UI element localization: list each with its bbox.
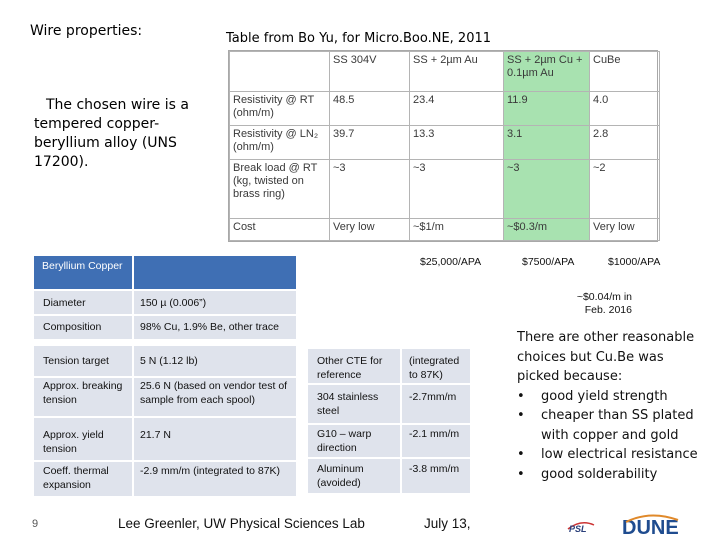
cte-value: -2.1 mm/m — [409, 428, 460, 440]
intro-line: beryllium alloy (UNS — [34, 135, 177, 151]
psl-logo — [566, 516, 596, 534]
slide-title: Wire properties: — [30, 23, 143, 39]
table-row — [230, 159, 660, 218]
reason-text: with copper and gold — [541, 427, 679, 443]
bullet-icon: • — [517, 408, 525, 423]
price-note-line: Feb. 2016 — [584, 304, 632, 316]
price-note — [552, 291, 632, 317]
becu-label: Diameter — [43, 297, 86, 309]
table-cell: Break load @ RT (kg, twisted on brass ring) — [230, 159, 330, 218]
cte-material: Other CTE for reference — [317, 355, 383, 381]
dune-logo — [620, 512, 684, 538]
table-cell: CuBe — [590, 52, 660, 92]
cte-value: (integrated to 87K) — [409, 355, 460, 381]
reason-text: good solderability — [541, 466, 658, 482]
becu-label: Approx. yield tension — [43, 429, 104, 455]
table-cell: Resistivity @ RT (ohm/m) — [230, 91, 330, 125]
source-comparison-table — [228, 50, 658, 242]
price-note-line: ~$0.04/m in — [576, 291, 632, 303]
header-divider — [132, 256, 134, 289]
reason-text: good yield strength — [541, 388, 668, 404]
table-cell: SS + 2µm Cu + 0.1µm Au — [504, 52, 590, 92]
table-row — [230, 219, 660, 241]
table-cell: 3.1 — [504, 125, 590, 159]
table-header-row — [230, 52, 660, 92]
becu-value: 98% Cu, 1.9% Be, other trace — [140, 321, 279, 333]
price-apa-ss-au: $25,000/APA — [420, 256, 482, 268]
becu-value: 5 N (1.12 lb) — [140, 355, 198, 367]
intro-paragraph — [34, 96, 224, 172]
table-cell: 2.8 — [590, 125, 660, 159]
reasons-line: choices but Cu.Be was — [517, 349, 664, 365]
table-cell: 13.3 — [410, 125, 504, 159]
becu-value: -2.9 mm/m (integrated to 87K) — [140, 465, 281, 477]
table-caption: Table from Bo Yu, for Micro.Boo.NE, 2011 — [226, 31, 492, 46]
reason-bullet — [517, 465, 717, 485]
reason-bullet — [517, 445, 717, 465]
reasons-line: picked because: — [517, 369, 623, 384]
table-row — [230, 91, 660, 125]
footer-date: July 13, — [424, 516, 471, 531]
footer-author: Lee Greenler, UW Physical Sciences Lab — [118, 516, 365, 531]
reason-bullet — [517, 406, 717, 445]
becu-label: Coeff. thermal expansion — [43, 465, 109, 491]
table-cell: ~3 — [504, 159, 590, 218]
table-cell: Very low — [590, 219, 660, 241]
table-cell: SS + 2µm Au — [410, 52, 504, 92]
bullet-icon: • — [517, 447, 525, 462]
reason-text: low electrical resistance — [541, 447, 698, 462]
table-cell: 48.5 — [330, 91, 410, 125]
becu-value: 150 µ (0.006”) — [140, 297, 207, 309]
becu-label: Composition — [43, 321, 102, 333]
intro-line: tempered copper- — [34, 116, 160, 132]
svg-text:DUNE: DUNE — [622, 517, 679, 538]
becu-value: 21.7 N — [140, 429, 171, 441]
table-cell: Very low — [330, 219, 410, 241]
table-cell: ~$0.3/m — [504, 219, 590, 241]
table-cell: SS 304V — [330, 52, 410, 92]
column-divider — [400, 349, 402, 493]
table-cell: 11.9 — [504, 91, 590, 125]
bullet-icon: • — [517, 388, 525, 404]
becu-table-header — [34, 256, 296, 289]
price-apa-cube: $1000/APA — [608, 256, 661, 268]
intro-line: 17200). — [34, 154, 89, 170]
table-row — [230, 125, 660, 159]
cte-value: -2.7mm/m — [409, 391, 457, 403]
table-cell: ~3 — [410, 159, 504, 218]
intro-line: The chosen wire is a — [46, 97, 189, 113]
price-apa-ss-cu-au: $7500/APA — [522, 256, 575, 268]
table-cell: 23.4 — [410, 91, 504, 125]
becu-label: Tension target — [43, 355, 109, 367]
cte-material: Aluminum (avoided) — [317, 463, 364, 489]
reasons-line: There are other reasonable — [517, 330, 695, 345]
becu-label: Approx. breaking tension — [43, 380, 123, 406]
table-cell: Cost — [230, 219, 330, 241]
cte-value: -3.8 mm/m — [409, 463, 460, 475]
reason-bullet — [517, 387, 717, 407]
reasons-block — [517, 328, 717, 484]
table-cell: 39.7 — [330, 125, 410, 159]
becu-value: 25.6 N (based on vendor test of sample from each spool) — [140, 380, 288, 406]
table-cell: ~3 — [330, 159, 410, 218]
cte-material: 304 stainless steel — [317, 391, 379, 417]
svg-text:PSL: PSL — [569, 524, 587, 534]
page-number: 9 — [32, 518, 39, 530]
becu-header-label: Beryllium Copper — [42, 260, 123, 272]
bullet-icon: • — [517, 466, 525, 482]
table-cell: Resistivity @ LN₂ (ohm/m) — [230, 125, 330, 159]
reason-text: cheaper than SS plated — [541, 408, 694, 423]
table-cell: 4.0 — [590, 91, 660, 125]
table-cell: ~$1/m — [410, 219, 504, 241]
cte-material: G10 – warp direction — [317, 428, 372, 454]
table-cell — [230, 52, 330, 92]
table-cell: ~2 — [590, 159, 660, 218]
